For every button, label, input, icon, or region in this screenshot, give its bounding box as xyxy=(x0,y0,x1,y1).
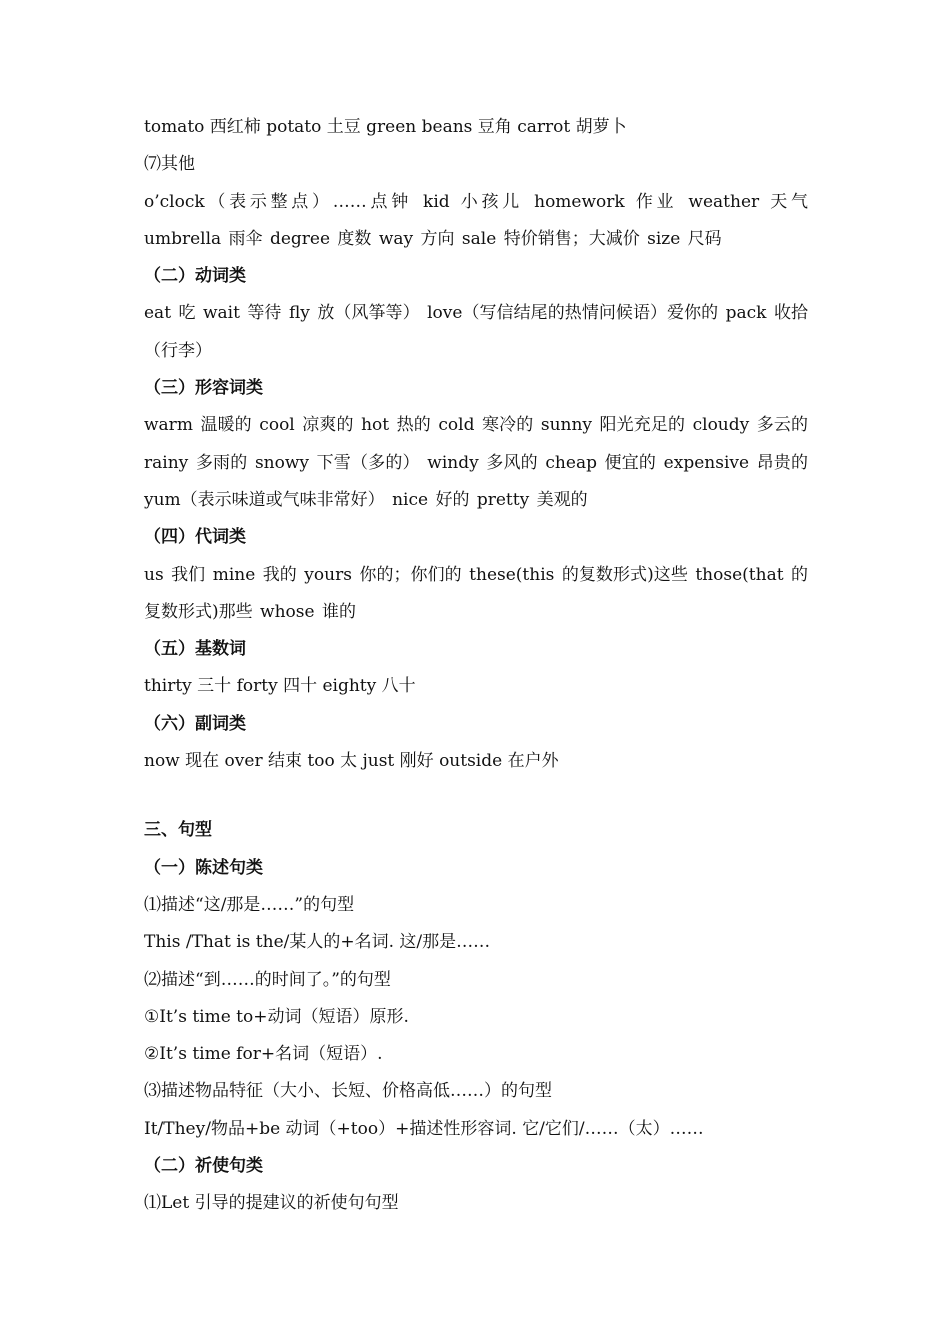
vocab-pronouns-paragraph: us 我们 mine 我的 yours 你的；你们的 these(this 的复数形式)这些 those(that 的复数形式)那些 whose 谁的 xyxy=(144,564,808,622)
vocab-adjectives-paragraph: warm 温暖的 cool 凉爽的 hot 热的 cold 寒冷的 sunny 阳光充足的 cloudy 多云的 rainy 多雨的 snowy 下雪（多的） windy 多风的 cheap 便宜的 expensive 昂贵的 yum（表示味道或气味非常好） nice 好的 pretty 美观的 xyxy=(144,415,808,510)
document-body xyxy=(144,109,808,1223)
heading-imperative: （二）祈使句类 xyxy=(144,1156,263,1177)
heading-pronouns: （四）代词类 xyxy=(144,527,246,548)
heading-adjectives: （三）形容词类 xyxy=(144,378,263,399)
vocab-others-paragraph: o’clock（表示整点）……点钟 kid 小孩儿 homework 作业 weather 天气 umbrella 雨伞 degree 度数 way 方向 sale 特价销售；大减价 size 尺码 xyxy=(144,191,808,249)
imperative-1-title: ⑴Let 引导的提建议的祈使句句型 xyxy=(144,1193,399,1214)
vocab-adverbs-line: now 现在 over 结束 too 太 just 刚好 outside 在户外 xyxy=(144,751,559,772)
pattern-1-example: This /That is the/某人的+名词. 这/那是…… xyxy=(144,932,491,953)
heading-sentence-patterns: 三、句型 xyxy=(144,820,212,841)
vocab-verbs-paragraph: eat 吃 wait 等待 fly 放（风筝等） love（写信结尾的热情问候语）爱你的 pack 收拾（行李） xyxy=(144,303,808,361)
pattern-3-example: It/They/物品+be 动词（+too）+描述性形容词. 它/它们/……（太）…… xyxy=(144,1118,704,1139)
pattern-3-title: ⑶描述物品特征（大小、长短、价格高低……）的句型 xyxy=(144,1081,552,1102)
pattern-2-example-b: ②It’s time for+名词（短语）. xyxy=(144,1044,383,1065)
subsection-others: ⑺其他 xyxy=(144,154,195,175)
pattern-2-title: ⑵描述“到……的时间了。”的句型 xyxy=(144,969,391,990)
section-spacer xyxy=(144,780,808,812)
vocab-numbers-line: thirty 三十 forty 四十 eighty 八十 xyxy=(144,676,416,697)
vocab-vegetables-line: tomato 西红柿 potato 土豆 green beans 豆角 carrot 胡萝卜 xyxy=(144,117,627,137)
pattern-1-title: ⑴描述“这/那是……”的句型 xyxy=(144,894,355,915)
heading-cardinal-numbers: （五）基数词 xyxy=(144,639,246,660)
heading-verbs: （二）动词类 xyxy=(144,266,246,287)
heading-declarative: （一）陈述句类 xyxy=(144,857,263,878)
pattern-2-example-a: ①It’s time to+动词（短语）原形. xyxy=(144,1006,409,1027)
heading-adverbs: （六）副词类 xyxy=(144,713,246,734)
